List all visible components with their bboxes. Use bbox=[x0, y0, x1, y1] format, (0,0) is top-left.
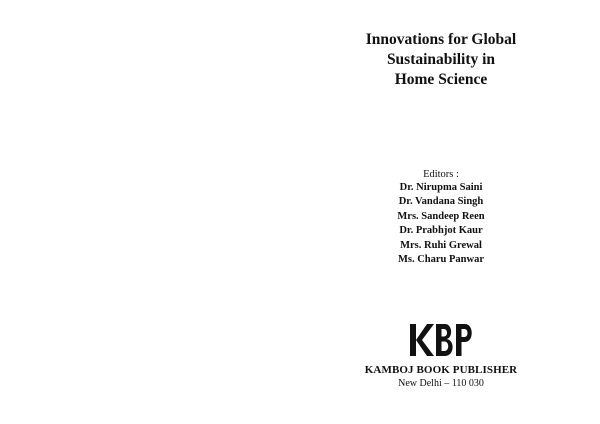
title-page bbox=[300, 0, 600, 424]
book-title-line-3: Home Science bbox=[394, 71, 488, 88]
editor-name: Ms. Charu Panwar bbox=[397, 254, 485, 266]
editor-list bbox=[300, 181, 582, 267]
book-title-line-1: Innovations for Global bbox=[365, 31, 517, 48]
publisher-location: New Delhi – 110 030 bbox=[398, 378, 484, 389]
book-title-line-2: Sustainability in bbox=[386, 51, 496, 68]
editor-name: Dr. Prabhjot Kaur bbox=[399, 225, 483, 237]
editor-name: Mrs. Ruhi Grewal bbox=[400, 239, 482, 251]
editor-name: Dr. Vandana Singh bbox=[398, 196, 484, 208]
kbp-logo-icon bbox=[408, 322, 474, 358]
editor-name: Mrs. Sandeep Reen bbox=[397, 210, 485, 222]
editors-label: Editors : bbox=[423, 169, 459, 180]
editor-name: Dr. Nirupma Saini bbox=[399, 182, 483, 193]
book-title bbox=[300, 30, 582, 90]
publisher-name: KAMBOJ BOOK PUBLISHER bbox=[364, 364, 518, 376]
